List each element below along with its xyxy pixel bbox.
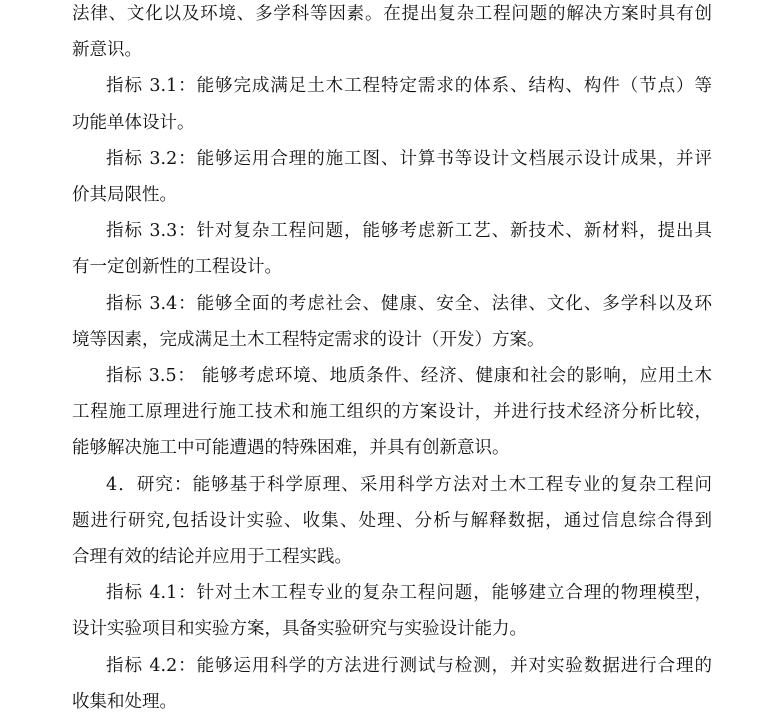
text-line: 指标 3.4：能够全面的考虑社会、健康、安全、法律、文化、多学科以及环	[106, 293, 712, 314]
text-line: 工程施工原理进行施工技术和施工组织的方案设计，并进行技术经济分析比较，	[72, 402, 712, 423]
text-line: 价其局限性。	[72, 185, 177, 205]
text-line: 新意识。	[72, 40, 142, 61]
text-line: 指标 3.5： 能够考虑环境、地质条件、经济、健康和社会的影响，应用土木	[106, 366, 712, 386]
text-line: 法律、文化以及环境、多学科等因素。在提出复杂工程问题的解决方案时具有创	[72, 4, 712, 24]
text-line: 指标 3.2：能够运用合理的施工图、计算书等设计文档展示设计成果，并评	[106, 148, 712, 169]
text-line: 收集和处理。	[72, 691, 177, 712]
text-line: 境等因素，完成满足土木工程特定需求的设计（开发）方案。	[72, 329, 545, 350]
text-line: 指标 4.2：能够运用科学的方法进行测试与检测，并对实验数据进行合理的	[106, 655, 712, 676]
text-line: 4．研究：能够基于科学原理、采用科学方法对土木工程专业的复杂工程问	[106, 474, 712, 495]
text-line: 合理有效的结论并应用于工程实践。	[72, 547, 352, 567]
text-line: 功能单体设计。	[72, 112, 195, 133]
text-line: 设计实验项目和实验方案，具备实验研究与实验设计能力。	[72, 619, 527, 640]
text-line: 指标 3.3：针对复杂工程问题，能够考虑新工艺、新技术、新材料，提出具	[106, 221, 712, 242]
text-line: 能够解决施工中可能遭遇的特殊困难，并具有创新意识。	[72, 438, 510, 459]
text-line: 有一定创新性的工程设计。	[72, 257, 282, 278]
text-line: 题进行研究,包括设计实验、收集、处理、分析与解释数据，通过信息综合得到	[72, 510, 712, 531]
text-line: 指标 4.1：针对土木工程专业的复杂工程问题，能够建立合理的物理模型，	[106, 583, 712, 604]
text-line: 指标 3.1：能够完成满足土木工程特定需求的体系、结构、构件（节点）等	[106, 76, 712, 97]
